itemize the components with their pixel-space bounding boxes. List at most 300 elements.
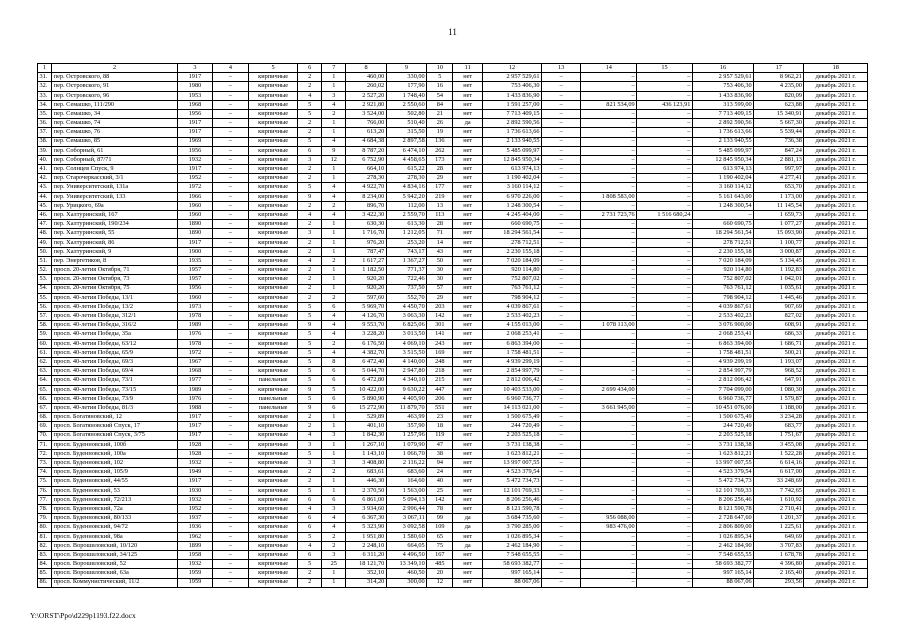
table-row — [38, 422, 868, 431]
entrances-cell: 1 — [322, 119, 346, 128]
residents-cell: 43 — [427, 247, 453, 256]
owner-funds-cell: 7 713 409,15 — [692, 109, 753, 118]
residents-cell: 25 — [427, 486, 453, 495]
table-row — [38, 73, 868, 82]
year-built-cell: 1930 — [177, 486, 212, 495]
year-reconstruction-cell: – — [212, 385, 248, 394]
year-reconstruction-cell: – — [212, 330, 248, 339]
local-budget-cell: – — [637, 302, 693, 311]
year-reconstruction-cell: – — [212, 495, 248, 504]
completion-date-cell: декабрь 2021 г. — [804, 100, 868, 109]
column-number-cell: 13 — [542, 64, 581, 73]
residential-area-cell: 2 116,22 — [386, 459, 426, 468]
total-cost-cell: 798 904,12 — [482, 293, 541, 302]
wall-material-cell: кирпичные — [249, 165, 298, 174]
completion-date-cell: декабрь 2021 г. — [804, 146, 868, 155]
fund-cost-cell: – — [542, 82, 581, 91]
local-budget-cell: – — [637, 238, 693, 247]
owner-funds-cell: 1 433 836,90 — [692, 91, 753, 100]
owner-funds-cell: 7 704 099,00 — [692, 385, 753, 394]
floors-cell: 4 — [298, 505, 322, 514]
total-cost-cell: 4 523 379,54 — [482, 468, 541, 477]
year-reconstruction-cell: – — [212, 321, 248, 330]
emergency-status-cell: нет — [453, 339, 483, 348]
wall-material-cell: кирпичные — [249, 440, 298, 449]
wall-material-cell: кирпичные — [249, 532, 298, 541]
fund-cost-cell: – — [542, 449, 581, 458]
cost-per-sqm-cell: 1 188,00 — [754, 403, 804, 412]
emergency-status-cell: нет — [453, 403, 483, 412]
cost-per-sqm-cell: 968,52 — [754, 367, 804, 376]
residential-area-cell: 4 450,70 — [386, 302, 426, 311]
regional-budget-cell: – — [581, 578, 637, 587]
entrances-cell: 2 — [322, 201, 346, 210]
total-area-cell: 896,70 — [346, 201, 386, 210]
local-budget-cell: – — [637, 468, 693, 477]
owner-funds-cell: 278 712,51 — [692, 238, 753, 247]
residential-area-cell: 510,40 — [386, 119, 426, 128]
emergency-status-cell: нет — [453, 449, 483, 458]
emergency-status-cell: нет — [453, 137, 483, 146]
total-cost-cell: 2 812 006,42 — [482, 376, 541, 385]
wall-material-cell: кирпичные — [249, 541, 298, 550]
emergency-status-cell: да — [453, 119, 483, 128]
entrances-cell: 1 — [322, 229, 346, 238]
row-number-cell: 56. — [38, 302, 52, 311]
regional-budget-cell: – — [581, 495, 637, 504]
fund-cost-cell: – — [542, 211, 581, 220]
year-built-cell: 1957 — [177, 275, 212, 284]
regional-budget-cell: – — [581, 541, 637, 550]
residential-area-cell: 4 834,16 — [386, 183, 426, 192]
cost-per-sqm-cell: 847,24 — [754, 146, 804, 155]
floors-cell: 5 — [298, 486, 322, 495]
year-built-cell: 1968 — [177, 367, 212, 376]
regional-budget-cell: – — [581, 358, 637, 367]
emergency-status-cell: нет — [453, 109, 483, 118]
completion-date-cell: декабрь 2021 г. — [804, 284, 868, 293]
fund-cost-cell: – — [542, 550, 581, 559]
row-number-cell: 39. — [38, 146, 52, 155]
fund-cost-cell: – — [542, 367, 581, 376]
total-cost-cell: 7 713 409,15 — [482, 109, 541, 118]
emergency-status-cell: нет — [453, 100, 483, 109]
year-reconstruction-cell: – — [212, 256, 248, 265]
table-row — [38, 174, 868, 183]
residents-cell: 301 — [427, 321, 453, 330]
wall-material-cell: кирпичные — [249, 100, 298, 109]
residents-cell: 218 — [427, 367, 453, 376]
fund-cost-cell: – — [542, 422, 581, 431]
owner-funds-cell: 5 472 734,73 — [692, 477, 753, 486]
regional-budget-cell: – — [581, 293, 637, 302]
column-number-cell: 2 — [52, 64, 178, 73]
table-row — [38, 119, 868, 128]
completion-date-cell: декабрь 2021 г. — [804, 358, 868, 367]
completion-date-cell: декабрь 2021 г. — [804, 275, 868, 284]
regional-budget-cell: 956 088,00 — [581, 514, 637, 523]
cost-per-sqm-cell: 1 225,61 — [754, 523, 804, 532]
wall-material-cell: кирпичные — [249, 523, 298, 532]
completion-date-cell: декабрь 2021 г. — [804, 174, 868, 183]
fund-cost-cell: – — [542, 238, 581, 247]
table-row — [38, 220, 868, 229]
owner-funds-cell: 5 161 643,00 — [692, 192, 753, 201]
wall-material-cell: кирпичные — [249, 137, 298, 146]
emergency-status-cell: нет — [453, 486, 483, 495]
regional-budget-cell: 1 078 113,00 — [581, 321, 637, 330]
residential-area-cell: 502,80 — [386, 109, 426, 118]
residents-cell: 78 — [427, 505, 453, 514]
total-area-cell: 529,89 — [346, 413, 386, 422]
regional-budget-cell: – — [581, 183, 637, 192]
wall-material-cell: кирпичные — [249, 413, 298, 422]
floors-cell: 2 — [298, 128, 322, 137]
completion-date-cell: декабрь 2021 г. — [804, 312, 868, 321]
wall-material-cell: кирпичные — [249, 238, 298, 247]
emergency-status-cell: нет — [453, 165, 483, 174]
residential-area-cell: 722,46 — [386, 275, 426, 284]
row-number-cell: 42. — [38, 174, 52, 183]
residents-cell: 18 — [427, 422, 453, 431]
completion-date-cell: декабрь 2021 г. — [804, 385, 868, 394]
floors-cell: 3 — [298, 155, 322, 164]
local-budget-cell: – — [637, 220, 693, 229]
residential-area-cell: 664,05 — [386, 541, 426, 550]
cost-per-sqm-cell: 3 707,83 — [754, 541, 804, 550]
row-number-cell: 83. — [38, 550, 52, 559]
floors-cell: 5 — [298, 376, 322, 385]
wall-material-cell: кирпичные — [249, 229, 298, 238]
fund-cost-cell: – — [542, 532, 581, 541]
wall-material-cell: кирпичные — [249, 431, 298, 440]
column-number-cell: 17 — [754, 64, 804, 73]
row-number-cell: 47. — [38, 220, 52, 229]
local-budget-cell: – — [637, 73, 693, 82]
residents-cell: 29 — [427, 174, 453, 183]
local-budget-cell: – — [637, 495, 693, 504]
total-area-cell: 4 382,70 — [346, 348, 386, 357]
total-cost-cell: 1 758 481,51 — [482, 348, 541, 357]
row-number-cell: 38. — [38, 137, 52, 146]
year-reconstruction-cell: – — [212, 505, 248, 514]
emergency-status-cell: нет — [453, 256, 483, 265]
row-number-cell: 86. — [38, 578, 52, 587]
entrances-cell: 1 — [322, 73, 346, 82]
total-cost-cell: 5 472 734,73 — [482, 477, 541, 486]
year-built-cell: 1899 — [177, 541, 212, 550]
emergency-status-cell: нет — [453, 247, 483, 256]
residential-area-cell: 1 367,27 — [386, 256, 426, 265]
total-cost-cell: 1 026 895,34 — [482, 532, 541, 541]
year-reconstruction-cell: – — [212, 302, 248, 311]
cost-per-sqm-cell: 7 742,65 — [754, 486, 804, 495]
owner-funds-cell: 1 190 402,04 — [692, 174, 753, 183]
floors-cell: 5 — [298, 560, 322, 569]
total-area-cell: 920,20 — [346, 284, 386, 293]
column-number-cell: 8 — [346, 64, 386, 73]
completion-date-cell: декабрь 2021 г. — [804, 247, 868, 256]
row-number-cell: 76. — [38, 486, 52, 495]
local-budget-cell: – — [637, 459, 693, 468]
cost-per-sqm-cell: 1 610,92 — [754, 495, 804, 504]
year-built-cell: 1973 — [177, 302, 212, 311]
table-row — [38, 284, 868, 293]
wall-material-cell: кирпичные — [249, 358, 298, 367]
table-row — [38, 495, 868, 504]
total-cost-cell: 920 114,80 — [482, 266, 541, 275]
residents-cell: 485 — [427, 560, 453, 569]
total-area-cell: 630,30 — [346, 220, 386, 229]
table-row — [38, 275, 868, 284]
residential-area-cell: 2 559,70 — [386, 211, 426, 220]
total-cost-cell: 14 113 021,00 — [482, 403, 541, 412]
entrances-cell: 4 — [322, 192, 346, 201]
column-number-cell: 11 — [453, 64, 483, 73]
regional-budget-cell: – — [581, 440, 637, 449]
completion-date-cell: декабрь 2021 г. — [804, 431, 868, 440]
total-area-cell: 8 234,00 — [346, 192, 386, 201]
wall-material-cell: кирпичные — [249, 486, 298, 495]
floors-cell: 5 — [298, 109, 322, 118]
address-cell: пер. Семашко, 74 — [52, 119, 178, 128]
housing-repair-table — [37, 63, 868, 588]
fund-cost-cell: – — [542, 468, 581, 477]
entrances-cell: 1 — [322, 569, 346, 578]
residential-area-cell: 771,37 — [386, 266, 426, 275]
residential-area-cell: 9 630,22 — [386, 385, 426, 394]
residential-area-cell: 2 947,80 — [386, 367, 426, 376]
year-reconstruction-cell: – — [212, 119, 248, 128]
owner-funds-cell: 7 020 184,09 — [692, 256, 753, 265]
cost-per-sqm-cell: 686,33 — [754, 330, 804, 339]
residents-cell: 243 — [427, 339, 453, 348]
floors-cell: 3 — [298, 229, 322, 238]
total-cost-cell: 6 863 394,00 — [482, 339, 541, 348]
entrances-cell: 4 — [322, 321, 346, 330]
cost-per-sqm-cell: 293,56 — [754, 578, 804, 587]
cost-per-sqm-cell: 1 080,30 — [754, 385, 804, 394]
floors-cell: 6 — [298, 514, 322, 523]
year-built-cell: 1966 — [177, 192, 212, 201]
column-number-cell: 7 — [322, 64, 346, 73]
total-area-cell: 1 143,10 — [346, 449, 386, 458]
cost-per-sqm-cell: 649,69 — [754, 532, 804, 541]
entrances-cell: 6 — [322, 495, 346, 504]
local-budget-cell: – — [637, 440, 693, 449]
floors-cell: 5 — [298, 348, 322, 357]
table-row — [38, 247, 868, 256]
residential-area-cell: 278,30 — [386, 174, 426, 183]
total-cost-cell: 3 731 138,38 — [482, 440, 541, 449]
year-reconstruction-cell: – — [212, 532, 248, 541]
total-area-cell: 2 527,20 — [346, 91, 386, 100]
floors-cell: 2 — [298, 73, 322, 82]
cost-per-sqm-cell: 15 340,91 — [754, 109, 804, 118]
year-reconstruction-cell: – — [212, 155, 248, 164]
regional-budget-cell: – — [581, 569, 637, 578]
residential-area-cell: 1 066,70 — [386, 449, 426, 458]
wall-material-cell: кирпичные — [249, 119, 298, 128]
local-budget-cell: – — [637, 229, 693, 238]
address-cell: пер. Семашко, 111/290 — [52, 100, 178, 109]
owner-funds-cell: 8 121 590,78 — [692, 505, 753, 514]
table-row — [38, 183, 868, 192]
total-area-cell: 6 176,50 — [346, 339, 386, 348]
entrances-cell: 2 — [322, 468, 346, 477]
residents-cell: 206 — [427, 394, 453, 403]
total-area-cell: 1 716,70 — [346, 229, 386, 238]
wall-material-cell: кирпичные — [249, 505, 298, 514]
total-cost-cell: 1 500 675,49 — [482, 413, 541, 422]
owner-funds-cell: 1 758 481,51 — [692, 348, 753, 357]
regional-budget-cell: – — [581, 220, 637, 229]
wall-material-cell: панельные — [249, 376, 298, 385]
wall-material-cell: кирпичные — [249, 514, 298, 523]
row-number-cell: 84. — [38, 560, 52, 569]
local-budget-cell: – — [637, 422, 693, 431]
total-area-cell: 683,61 — [346, 468, 386, 477]
year-built-cell: 1917 — [177, 238, 212, 247]
year-built-cell: 1989 — [177, 385, 212, 394]
total-cost-cell: 6 960 736,77 — [482, 394, 541, 403]
table-row — [38, 91, 868, 100]
owner-funds-cell: 10 451 076,00 — [692, 403, 753, 412]
fund-cost-cell: – — [542, 284, 581, 293]
cost-per-sqm-cell: 2 710,41 — [754, 505, 804, 514]
entrances-cell: 4 — [322, 100, 346, 109]
emergency-status-cell: нет — [453, 330, 483, 339]
regional-budget-cell: – — [581, 284, 637, 293]
total-cost-cell: 2 892 590,56 — [482, 119, 541, 128]
total-cost-cell: 1 190 402,04 — [482, 174, 541, 183]
fund-cost-cell: – — [542, 523, 581, 532]
regional-budget-cell: – — [581, 339, 637, 348]
completion-date-cell: декабрь 2021 г. — [804, 330, 868, 339]
cost-per-sqm-cell: 11 145,54 — [754, 201, 804, 210]
table-row — [38, 394, 868, 403]
owner-funds-cell: 752 807,02 — [692, 275, 753, 284]
entrances-cell: 6 — [322, 302, 346, 311]
year-reconstruction-cell: – — [212, 394, 248, 403]
floors-cell: 2 — [298, 477, 322, 486]
owner-funds-cell: 2 854 997,79 — [692, 367, 753, 376]
local-budget-cell: – — [637, 569, 693, 578]
emergency-status-cell: нет — [453, 183, 483, 192]
owner-funds-cell: 6 863 394,00 — [692, 339, 753, 348]
floors-cell: 2 — [298, 119, 322, 128]
residents-cell: 177 — [427, 183, 453, 192]
row-number-cell: 74. — [38, 468, 52, 477]
fund-cost-cell: – — [542, 155, 581, 164]
completion-date-cell: декабрь 2021 г. — [804, 220, 868, 229]
regional-budget-cell: – — [581, 376, 637, 385]
regional-budget-cell: – — [581, 155, 637, 164]
wall-material-cell: кирпичные — [249, 73, 298, 82]
table-row — [38, 413, 868, 422]
wall-material-cell: панельные — [249, 394, 298, 403]
emergency-status-cell: нет — [453, 440, 483, 449]
residential-area-cell: 2 996,44 — [386, 505, 426, 514]
cost-per-sqm-cell: 4 235,00 — [754, 82, 804, 91]
local-budget-cell: – — [637, 514, 693, 523]
total-cost-cell: 2 854 997,79 — [482, 367, 541, 376]
year-built-cell: 1957 — [177, 266, 212, 275]
year-built-cell: 1962 — [177, 532, 212, 541]
completion-date-cell: декабрь 2021 г. — [804, 192, 868, 201]
total-area-cell: 5 323,90 — [346, 523, 386, 532]
completion-date-cell: декабрь 2021 г. — [804, 541, 868, 550]
table-row — [38, 459, 868, 468]
entrances-cell: 4 — [322, 330, 346, 339]
total-cost-cell: 1 736 613,66 — [482, 128, 541, 137]
owner-funds-cell: 1 500 675,49 — [692, 413, 753, 422]
entrances-cell: 5 — [322, 385, 346, 394]
regional-budget-cell: – — [581, 247, 637, 256]
column-number-cell: 9 — [386, 64, 426, 73]
regional-budget-cell: – — [581, 128, 637, 137]
entrances-cell: 1 — [322, 477, 346, 486]
owner-funds-cell: 12 845 950,34 — [692, 155, 753, 164]
residents-cell: 75 — [427, 541, 453, 550]
completion-date-cell: декабрь 2021 г. — [804, 495, 868, 504]
entrances-cell: 1 — [322, 413, 346, 422]
entrances-cell: 2 — [322, 532, 346, 541]
fund-cost-cell: – — [542, 358, 581, 367]
table-row — [38, 523, 868, 532]
fund-cost-cell: – — [542, 495, 581, 504]
residents-cell: 26 — [427, 119, 453, 128]
residents-cell: 28 — [427, 165, 453, 174]
total-area-cell: 6 752,90 — [346, 155, 386, 164]
cost-per-sqm-cell: 4 396,80 — [754, 560, 804, 569]
local-budget-cell: – — [637, 413, 693, 422]
residential-area-cell: 112,00 — [386, 201, 426, 210]
fund-cost-cell: – — [542, 330, 581, 339]
local-budget-cell: – — [637, 174, 693, 183]
emergency-status-cell: нет — [453, 312, 483, 321]
total-area-cell: 2 921,80 — [346, 100, 386, 109]
entrances-cell: 6 — [322, 394, 346, 403]
address-cell: пер. Халтуринский, 167 — [52, 211, 178, 220]
table-row — [38, 376, 868, 385]
year-built-cell: 1959 — [177, 578, 212, 587]
local-budget-cell: – — [637, 109, 693, 118]
floors-cell: 4 — [298, 431, 322, 440]
emergency-status-cell: нет — [453, 211, 483, 220]
total-area-cell: 976,20 — [346, 238, 386, 247]
row-number-cell: 44. — [38, 192, 52, 201]
wall-material-cell: кирпичные — [249, 330, 298, 339]
fund-cost-cell: – — [542, 174, 581, 183]
completion-date-cell: декабрь 2021 г. — [804, 229, 868, 238]
cost-per-sqm-cell: 2 165,40 — [754, 569, 804, 578]
row-number-cell: 36. — [38, 119, 52, 128]
wall-material-cell: кирпичные — [249, 348, 298, 357]
fund-cost-cell: – — [542, 440, 581, 449]
floors-cell: 5 — [298, 339, 322, 348]
regional-budget-cell: – — [581, 449, 637, 458]
regional-budget-cell: – — [581, 165, 637, 174]
residents-cell: 447 — [427, 385, 453, 394]
address-cell: просп. Буденновский, 72а — [52, 505, 178, 514]
year-built-cell: 1968 — [177, 100, 212, 109]
table-row — [38, 532, 868, 541]
residents-cell: 19 — [427, 128, 453, 137]
emergency-status-cell: нет — [453, 578, 483, 587]
table-row — [38, 238, 868, 247]
total-area-cell: 787,47 — [346, 247, 386, 256]
